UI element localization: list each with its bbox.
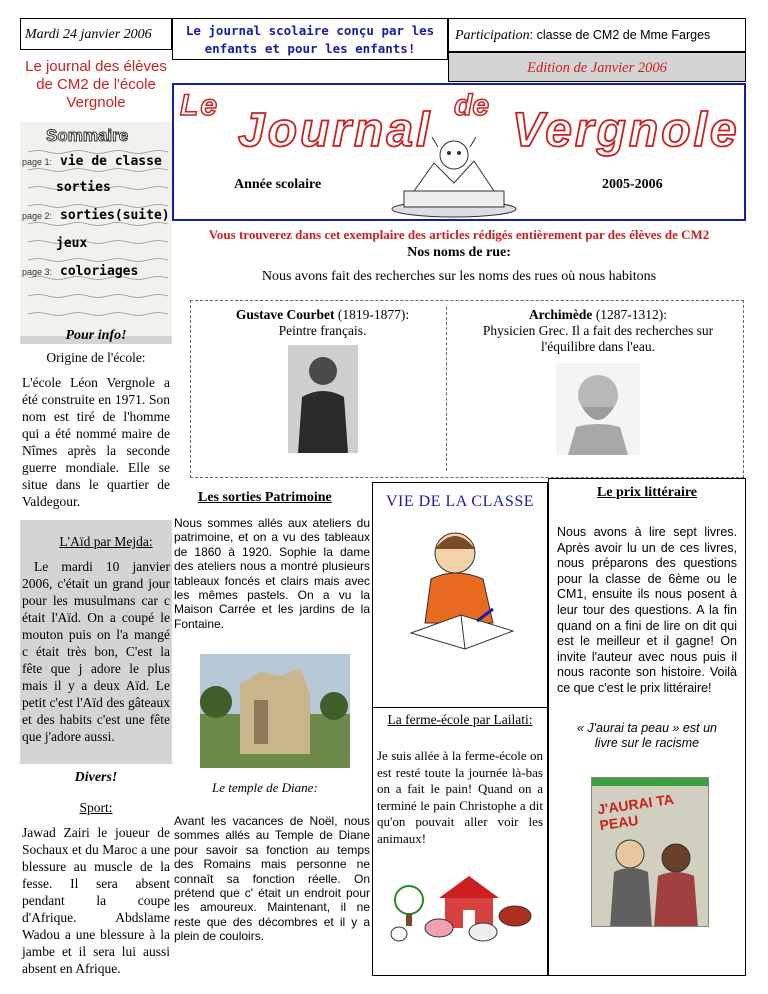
sommaire-label: coloriages: [60, 264, 139, 279]
archimede-desc: Physicien Grec. Il a fait des recherches sur l'équilibre dans l'eau.: [482, 323, 714, 354]
participation-label: Participation: [455, 28, 530, 43]
temple-caption: Le temple de Diane:: [212, 780, 318, 795]
ferme-text: Je suis allée à la ferme-école on est resté toute la journée là-bas on a fait le pain! Quand on a terminé le pain Christophe a dit qu'on pouvait aller voir les animaux!: [377, 748, 543, 846]
sommaire-label: jeux: [56, 236, 88, 251]
masthead-word-vergnole: Vergnole: [512, 104, 740, 157]
aid-title: L'Aïd par Mejda:: [59, 534, 153, 549]
divers-title: Divers!: [74, 770, 118, 785]
sommaire-panel: [20, 122, 172, 336]
masthead-word-de: de: [454, 89, 490, 122]
masthead-word-journal: Journal: [238, 104, 433, 157]
pour-info-panel: [20, 344, 172, 520]
sommaire-label: sorties(suite): [60, 208, 170, 223]
courbet-name: Gustave Courbet: [235, 307, 335, 322]
intro-line: [172, 221, 746, 245]
temple-diane-photo: [200, 654, 350, 768]
sorties-column: [172, 482, 372, 976]
sommaire-item[interactable]: [56, 178, 111, 196]
school-title: Le journal des élèves de CM2 de l'école Vergnole: [25, 58, 167, 111]
courbet-card: [199, 307, 447, 471]
masthead: [172, 83, 746, 221]
participation-box: [448, 18, 746, 52]
sommaire-title: Sommaire: [46, 126, 129, 145]
pour-info-title: Pour info!: [65, 328, 127, 343]
aid-text: Le mardi 10 janvier 2006, c'était un grand jour pour les musulmans car c était l'Aïd. On a coupé le mouton puis on l'a mangé c était très bon, C'est la fête que j adore le plus mais il y a deux Aïd. Le petit c'est l'Aïd des gâteaux et des habits c'est une fête que j'adore aussi.: [22, 559, 170, 744]
rues-subtitle: Nous avons fait des recherches sur les noms des rues où nous habitons: [261, 269, 657, 284]
sport-title: Sport:: [79, 800, 113, 815]
prix-panel: [548, 478, 746, 976]
archimede-bust: [556, 363, 640, 455]
vie-classe-panel: [372, 482, 548, 708]
tagline-text: Le journal scolaire conçu par les enfants et pour les enfants!: [185, 23, 435, 56]
ferme-title: La ferme-école par Lailati:: [387, 712, 533, 727]
farm-animals-illustration: [379, 858, 539, 946]
sommaire-label: vie de classe: [60, 154, 162, 169]
rues-panel: [190, 300, 744, 478]
rues-header: [172, 245, 746, 295]
sommaire-page: page 3:: [22, 267, 53, 277]
book-cover-illustration: [592, 778, 709, 927]
sommaire-page: page 1:: [22, 157, 53, 167]
edition-text: Edition de Janvier 2006: [527, 60, 667, 76]
origine-title: Origine de l'école:: [46, 350, 146, 365]
sorties-text: Nous sommes allés aux ateliers du patrimoine, et on a vu des tableaux de 1860 à 1920. Sophie la dame des ateliers nous a montré plusieurs tableaux foncés et clairs mais avec les mêmes pastels. On a vu la Maison Carrée et les jardins de la Fontaine.: [174, 516, 370, 631]
book-caption: « J'aurai ta peau » est un livre sur le racisme: [577, 720, 717, 750]
archimede-card: [459, 307, 737, 471]
intro-text: Vous trouverez dans cet exemplaire des articles rédigés entièrement par des élèves de CM2: [208, 227, 710, 242]
school-title-box: [20, 58, 172, 122]
vie-classe-title: VIE DE LA CLASSE: [386, 493, 534, 510]
mascot-reading-illustration: [374, 133, 534, 219]
sport-text: Jawad Zairi le joueur de Sochaux et du Maroc a une blessure au muscle de la fesse. Il sera absent pendant la coupe d'Afrique. Abdslame Wadou a une blessure à la jambe et il sera lui aussi absent en Afrique.: [22, 825, 170, 976]
archimede-dates: (1287-1312):: [592, 307, 668, 322]
edition-box: [448, 52, 746, 82]
origine-text: L'école Léon Vergnole a été construite en 1971. Son nom est tiré de l'homme qui a été nommé maire de Nîmes après la seconde guerre mondiale. Elle se situe dans le quartier de Valdegour.: [22, 375, 170, 509]
sommaire-item[interactable]: [22, 262, 138, 280]
divers-panel: [20, 764, 172, 976]
courbet-desc: Peintre français.: [278, 323, 367, 338]
sommaire-page: page 2:: [22, 211, 53, 221]
sommaire-item[interactable]: [22, 152, 162, 170]
courbet-portrait: [288, 345, 358, 453]
book-cover: [591, 777, 709, 927]
prix-text: Nous avons à lire sept livres. Après avoir lu un de ces livres, nous préparons des questions pour la classe de 6ème ou le CM1, ensuite ils nous posent à leur tour des questions. A la fin quand on a fini de lire on dit qui est le meilleur et il gagne! On invite l'auteur avec nous puis il nous raconte son histoire. Voilà ce que c'est le prix littéraire!: [557, 525, 737, 695]
aid-panel: [20, 534, 172, 754]
year-value: 2005-2006: [602, 177, 663, 192]
archimede-heading: [459, 307, 737, 323]
sorties-text2: Avant les vacances de Noël, nous sommes allés au Temple de Diane pour savoir sa fonction au temps des Romains mais personne ne connaît sa fonction réelle. On prétend que c' était un endroit pour les amoureux. Maintenant, il ne reste que des décombres et il y a plein de couloirs.: [174, 814, 370, 944]
sommaire-label: sorties: [56, 180, 111, 195]
sorties-title: Les sorties Patrimoine: [198, 490, 332, 505]
prix-title: Le prix littéraire: [596, 485, 698, 500]
date-text: Mardi 24 janvier 2006: [25, 27, 152, 42]
date-box: [20, 18, 172, 50]
courbet-heading: [199, 307, 446, 323]
ferme-panel: [372, 708, 548, 976]
masthead-word-le: Le: [180, 89, 220, 122]
sommaire-item[interactable]: [22, 206, 170, 224]
courbet-dates: (1819-1877):: [334, 307, 410, 322]
rues-title: Nos noms de rue:: [407, 245, 511, 260]
student-studying-illustration: [401, 523, 521, 653]
sommaire-item[interactable]: [56, 234, 87, 252]
archimede-name: Archimède: [528, 307, 593, 322]
book-cover-title: J'AURAI TA PEAU: [596, 790, 675, 834]
year-label: Année scolaire: [234, 177, 322, 192]
tagline-box: [172, 18, 448, 60]
participation-value: : classe de CM2 de Mme Farges: [529, 28, 711, 42]
